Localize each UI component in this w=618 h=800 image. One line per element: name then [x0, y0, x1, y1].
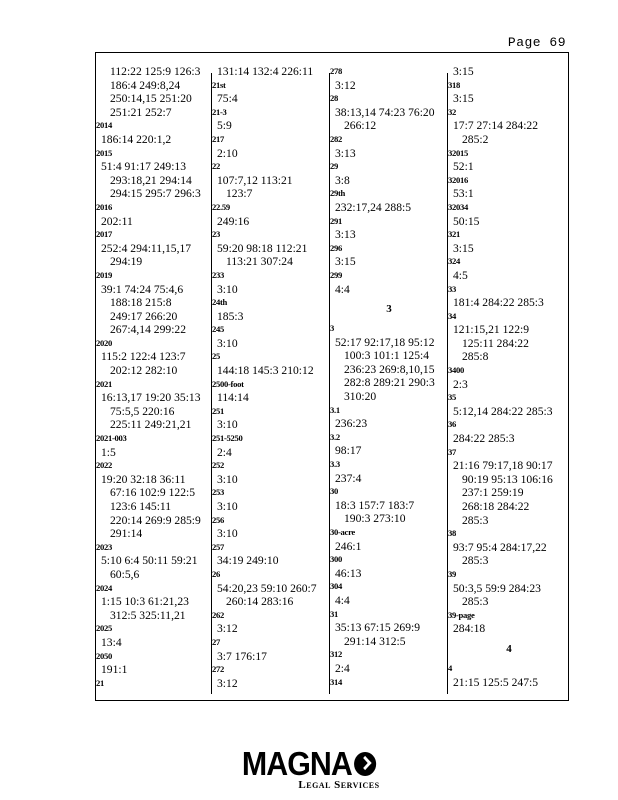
page-line-references: 181:4 284:22 285:3	[453, 296, 544, 310]
page-line-references-continued: 202:12 282:10	[110, 364, 178, 378]
page-line-references: 21:15 125:5 247:5	[453, 675, 539, 689]
index-term: 3	[330, 323, 334, 334]
page-line-references: 50:15	[453, 214, 480, 228]
index-term: 2021	[96, 378, 112, 389]
page-line-references: 3:12	[217, 676, 238, 690]
index-term: 30	[330, 486, 338, 497]
index-term: 300	[330, 554, 342, 565]
page-line-references: 2:10	[217, 146, 238, 160]
page-line-references: 52:1	[453, 160, 474, 174]
page-line-references: 3:15	[335, 255, 356, 269]
index-frame	[95, 52, 569, 701]
page-line-references-continued: 285:2	[462, 132, 489, 146]
index-term: 27	[212, 636, 220, 647]
index-term: 2019	[96, 269, 112, 280]
index-term: 22.59	[212, 201, 230, 212]
page-line-references: 3:7 176:17	[217, 649, 267, 663]
page-line-references-continued: 312:5 325:11,21	[110, 608, 186, 622]
index-term: 2050	[96, 650, 112, 661]
index-term: 2014	[96, 120, 112, 131]
page-line-references-continued: 186:4 249:8,24	[110, 78, 181, 92]
page-line-references: 2:4	[335, 661, 350, 675]
index-term: 2016	[96, 201, 112, 212]
page-line-references: 144:18 145:3 210:12	[217, 364, 314, 378]
page-line-references: 3:8	[335, 173, 350, 187]
page-line-references: 4:5	[453, 268, 468, 282]
index-term: 32034	[448, 201, 468, 212]
page-line-references: 19:20 32:18 36:11	[101, 472, 186, 486]
index-term: 34	[448, 310, 456, 321]
index-term: 296	[330, 242, 342, 253]
index-column-2	[212, 53, 330, 700]
index-term: 321	[448, 229, 460, 240]
index-term: 2500-foot	[212, 378, 244, 389]
index-term: 2020	[96, 337, 112, 348]
index-term: 2023	[96, 541, 112, 552]
page-line-references-continued: 100:3 101:1 125:4	[344, 349, 430, 363]
page-line-references: 202:11	[101, 214, 133, 228]
section-letter: 3	[386, 303, 392, 316]
page-line-references: 114:14	[217, 391, 249, 405]
page-line-references-continued: 291:14 312:5	[344, 634, 406, 648]
index-term: 29th	[330, 188, 346, 199]
page-line-references: 54:20,23 59:10 260:7	[217, 581, 317, 595]
index-term: 253	[212, 487, 224, 498]
page-line-references: 2:3	[453, 377, 468, 391]
page-line-references: 131:14 132:4 226:11	[217, 65, 314, 78]
index-term: 2022	[96, 460, 112, 471]
page-line-references-continued: 285:3	[462, 554, 489, 568]
index-term: 299	[330, 269, 342, 280]
page-line-references: 75:4	[217, 92, 238, 106]
index-term: 21st	[212, 79, 226, 90]
logo-text: MAGNA	[241, 745, 353, 782]
page-line-references-continued: 285:3	[462, 595, 489, 609]
index-term: 272	[212, 664, 224, 675]
index-term: 25	[212, 351, 220, 362]
index-term: 21	[96, 677, 104, 688]
index-term: 30-acre	[330, 527, 355, 537]
index-term: 318	[448, 79, 460, 90]
index-term: 233	[212, 269, 224, 280]
page-number: Page 69	[507, 35, 566, 50]
page-line-references-continued: 123:6 145:11	[110, 500, 172, 513]
index-term: 3.2	[330, 431, 340, 442]
page-line-references-continued: 75:5,5 220:16	[110, 404, 175, 418]
index-term: 39-page	[448, 609, 475, 620]
arrow-circle-icon	[354, 752, 376, 776]
page-line-references: 3:10	[217, 527, 238, 541]
page-line-references-continued: 113:21 307:24	[226, 255, 293, 269]
page-line-references-continued: 282:8 289:21 290:3	[344, 376, 435, 390]
index-term: 28	[330, 93, 338, 104]
index-term: 31	[330, 608, 338, 619]
page-line-references-continued: 310:20	[344, 390, 377, 404]
page-line-references-continued: 112:22 125:9 126:3	[110, 65, 201, 78]
page-line-references-continued: 285:8	[462, 350, 489, 364]
page-line-references-continued: 260:14 283:16	[226, 595, 294, 609]
page-line-references: 249:16	[217, 214, 250, 228]
page-line-references: 284:18	[453, 622, 486, 636]
page-line-references-continued: 268:18 284:22	[462, 500, 530, 513]
page-line-references: 3:10	[217, 472, 238, 486]
page-line-references: 46:13	[335, 566, 362, 580]
index-term: 32	[448, 106, 456, 117]
index-term: 291	[330, 215, 342, 226]
index-term: 2025	[96, 623, 112, 634]
page-line-references-continued: 267:4,14 299:22	[110, 323, 187, 337]
page-line-references: 3:15	[453, 241, 474, 255]
page-line-references-continued: 291:14	[110, 527, 143, 541]
page-line-references-continued: 236:23 269:8,10,15	[344, 362, 435, 376]
index-term: 312	[330, 649, 342, 660]
page-line-references: 186:14 220:1,2	[101, 132, 172, 146]
page-line-references: 35:13 67:15 269:9	[335, 621, 421, 635]
index-term: 256	[212, 514, 224, 525]
page-line-references-continued: 123:7	[226, 187, 253, 201]
index-term: 2017	[96, 229, 112, 240]
page-line-references-continued: 190:3 273:10	[344, 512, 406, 526]
page-line-references: 51:4 91:17 249:13	[101, 160, 187, 174]
index-term: 4	[448, 662, 452, 673]
page-line-references: 1:15 10:3 61:21,23	[101, 595, 189, 609]
logo-subtitle: Legal Services	[298, 779, 380, 791]
page-line-references: 3:13	[335, 146, 356, 160]
index-term: 32016	[448, 174, 468, 185]
page-line-references: 59:20 98:18 112:21	[217, 241, 308, 255]
page-line-references: 4:4	[335, 282, 350, 296]
logo-wordmark	[242, 745, 376, 783]
page-line-references: 5:10 6:4 50:11 59:21	[101, 554, 198, 568]
index-term: 35	[448, 392, 456, 403]
page-line-references: 50:3,5 59:9 284:23	[453, 581, 541, 595]
index-term: 29	[330, 161, 338, 172]
index-term: 24th	[212, 297, 228, 308]
index-term: 2024	[96, 582, 112, 593]
page-line-references: 3:12	[217, 622, 238, 636]
index-term: 324	[448, 256, 460, 267]
page-line-references: 237:4	[335, 471, 362, 485]
index-column-3	[330, 53, 448, 700]
index-term: 304	[330, 581, 342, 592]
page-line-references-continued: 60:5,6	[110, 567, 140, 581]
page-line-references-continued: 90:19 95:13 106:16	[462, 472, 553, 486]
page-line-references: 236:23	[335, 417, 368, 431]
index-term: 22	[212, 161, 220, 172]
index-term: 3.3	[330, 459, 340, 470]
page-line-references: 185:3	[217, 309, 244, 323]
page-line-references: 5:9	[217, 119, 232, 133]
section-letter: 4	[506, 642, 512, 655]
page-line-references: 53:1	[453, 187, 474, 201]
index-term: 32015	[448, 147, 468, 158]
index-term: 252	[212, 460, 224, 471]
index-term: 282	[330, 133, 342, 144]
magna-logo	[0, 745, 618, 791]
page-line-references: 115:2 122:4 123:7	[101, 350, 186, 364]
index-column-4	[448, 53, 569, 700]
page-line-references: 3:12	[335, 78, 356, 92]
page-line-references-continued: 293:18,21 294:14	[110, 173, 192, 187]
page-line-references: 246:1	[335, 539, 362, 553]
index-term: 257	[212, 541, 224, 552]
page-line-references: 38:13,14 74:23 76:20	[335, 105, 435, 119]
page-line-references: 3:10	[217, 336, 238, 350]
page-line-references-continued: 220:14 269:9 285:9	[110, 513, 201, 527]
page-line-references-continued: 67:16 102:9 122:5	[110, 486, 196, 500]
index-term: 2021-003	[96, 433, 127, 444]
index-term: 26	[212, 568, 220, 579]
page-line-references: 16:13,17 19:20 35:13	[101, 391, 201, 405]
page-line-references: 5:12,14 284:22 285:3	[453, 404, 553, 418]
index-term: 38	[448, 528, 456, 539]
page-line-references: 13:4	[101, 635, 122, 649]
page-line-references-continued: 285:3	[462, 513, 489, 527]
page-line-references: 232:17,24 288:5	[335, 200, 412, 214]
page-line-references: 191:1	[101, 663, 128, 677]
page-line-references: 3:10	[217, 500, 238, 513]
page-line-references-continued: 225:11 249:21,21	[110, 418, 192, 432]
index-term: 278	[330, 66, 342, 76]
page-line-references-continued: 125:11 284:22	[462, 336, 529, 350]
page-line-references-continued: 250:14,15 251:20	[110, 92, 192, 106]
page-line-references: 17:7 27:14 284:22	[453, 119, 539, 133]
index-term: 262	[212, 609, 224, 620]
page-line-references: 18:3 157:7 183:7	[335, 498, 415, 512]
page-line-references-continued: 251:21 252:7	[110, 105, 172, 119]
page-line-references-continued: 294:19	[110, 255, 143, 269]
page-line-references: 121:15,21 122:9	[453, 323, 530, 337]
index-term: 23	[212, 229, 220, 240]
index-term: 245	[212, 324, 224, 335]
page-line-references: 93:7 95:4 284:17,22	[453, 540, 547, 554]
page-line-references: 252:4 294:11,15,17	[101, 241, 192, 255]
index-term: 217	[212, 133, 224, 144]
page-line-references: 34:19 249:10	[217, 554, 279, 568]
index-term: 3400	[448, 365, 464, 376]
page-line-references-continued: 294:15 295:7 296:3	[110, 187, 201, 201]
index-term: 314	[330, 676, 342, 687]
page-line-references: 3:10	[217, 418, 238, 432]
page-line-references: 3:15	[453, 65, 474, 78]
page-line-references: 4:4	[335, 593, 350, 607]
index-term: 39	[448, 568, 456, 579]
page-line-references: 3:10	[217, 282, 238, 296]
index-term: 251	[212, 405, 224, 416]
page-line-references-continued: 249:17 266:20	[110, 309, 178, 323]
page-line-references: 39:1 74:24 75:4,6	[101, 282, 184, 296]
page-line-references: 52:17 92:17,18 95:12	[335, 335, 435, 349]
index-column-1	[96, 53, 212, 700]
page-line-references: 21:16 79:17,18 90:17	[453, 459, 553, 473]
page-line-references: 3:15	[453, 92, 474, 106]
page-line-references-continued: 188:18 215:8	[110, 296, 172, 310]
page-line-references: 1:5	[101, 445, 116, 459]
page-line-references: 2:4	[217, 445, 232, 459]
page-line-references: 98:17	[335, 444, 362, 458]
index-term: 2015	[96, 147, 112, 158]
index-term: 251-5250	[212, 433, 243, 444]
page-line-references: 3:13	[335, 228, 356, 242]
index-term: 21-3	[212, 106, 227, 117]
index-term: 37	[448, 446, 456, 457]
page-line-references-continued: 266:12	[344, 119, 377, 133]
index-term: 3.1	[330, 404, 340, 415]
index-term: 36	[448, 419, 456, 430]
page-line-references-continued: 237:1 259:19	[462, 486, 524, 500]
page-line-references: 107:7,12 113:21	[217, 173, 293, 187]
index-term: 33	[448, 283, 456, 294]
page-line-references: 284:22 285:3	[453, 432, 515, 446]
